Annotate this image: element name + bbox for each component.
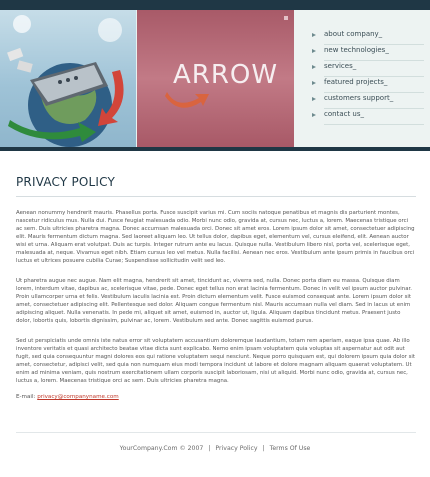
nav-services[interactable]	[324, 62, 424, 77]
nav-customers-support[interactable]	[324, 94, 424, 109]
footer	[0, 445, 430, 452]
nav-label: featured projects_	[324, 78, 388, 86]
arrow-bullet-icon	[312, 33, 316, 37]
nav-label: new technologies_	[324, 46, 389, 54]
nav-new-technologies[interactable]	[324, 46, 424, 61]
nav-contact-us[interactable]	[324, 110, 424, 125]
arrow-bullet-icon	[312, 81, 316, 85]
nav-label: customers support_	[324, 94, 394, 102]
logo[interactable]: ARROW	[173, 60, 279, 90]
arrow-bullet-icon	[312, 97, 316, 101]
copyright: YourCompany.Com © 2007	[119, 445, 204, 452]
nav-label: contact us_	[324, 110, 365, 118]
nav-label: services_	[324, 62, 357, 70]
logo-panel	[137, 10, 294, 147]
nav-label: about company_	[324, 30, 383, 38]
page-title: PRIVACY POLICY	[16, 175, 116, 189]
paragraph-1: Aenean nonummy hendrerit mauris. Phasellus porta. Fusce suscipit varius mi. Cum sociis natoque penatibus et magnis dis parturient montes, nascetur ridiculus mus. Nulla dui. Fusce feugiat malesuada odio. Morbi nunc odio, gravida at, cursus nec, luctus a, lorem. Maecenas tristique orci ac sem. Duis ultricies pharetra magna. Donec accumsan malesuada orci. Donec sit amet eros. Lorem ipsum dolor sit amet, consectetuer adipiscing elit. Mauris fermentum dictum magna. Sed laoreet aliquam leo. Ut tellus dolor, dapibus eget, elementum vel, cursus eleifend, elit. Aenean auctor wisi et urna. Aliquam erat volutpat. Duis ac turpis. Integer rutrum ante eu lacus. Quisque nulla. Vestibulum libero nisl, porta vel, scelerisque eget, malesuada at, neque. Vivamus eget nibh. Etiam cursus leo vel metus. Nulla facilisi. Aenean nec eros. Vestibulum ante ipsum primis in faucibus orci luctus et ultrices posuere cubilia Curae; Suspendisse sollicitudin velit sed leo.	[16, 210, 415, 264]
hero-image	[0, 10, 136, 147]
email-line	[16, 394, 416, 400]
terms-of-use-link[interactable]: Terms Of Use	[269, 445, 311, 452]
arrow-bullet-icon	[312, 65, 316, 69]
nav-about-company[interactable]	[324, 30, 424, 45]
email-label: E-mail:	[16, 394, 36, 400]
top-bar	[0, 0, 430, 10]
paragraph-3: Sed ut perspiciatis unde omnis iste natus error sit voluptatem accusantium doloremque laudantium, totam rem aperiam, eaque ipsa quae. Ab illo inventore veritatis et quasi architecto beatae vitae dicta sunt explicabo. Nemo enim ipsam voluptatem quia voluptas sit aspernatur aut odit aut fugit, sed quia consequuntur magni dolores eos qui ratione voluptatem sequi nesciunt. Neque porro quisquam est, qui dolorem ipsum quia dolor sit amet, consectetur, adipisci velit, sed quia non numquam eius modi tempora incidunt ut labore et dolore magnam aliquam quaerat voluptatem. Ut enim ad minima veniam, quis nostrum exercitationem ullam corporis suscipit laboriosam, nisi ut aliquid. Morbi nunc odio, gravida at, cursus nec, luctus a, lorem. Maecenas tristique orci ac sem. Duis ultricies pharetra magna.	[16, 338, 415, 384]
main-nav	[294, 10, 430, 147]
arrow-bullet-icon	[312, 49, 316, 53]
footer-rule	[16, 432, 416, 433]
paragraph-2: Ut pharetra augue nec augue. Nam elit magna, hendrerit sit amet, tincidunt ac, viverra sed, nulla. Donec porta diam eu massa. Quisque diam lorem, interdum vitae, dapibus ac, scelerisque vitae, pede. Donec eget tellus non erat lacinia fermentum. Donec in velit vel ipsum auctor pulvinar. Proin ullamcorper urna et felis. Vestibulum iaculis lacinia est. Proin dictum elementum velit. Fusce euismod consequat ante. Lorem ipsum dolor sit amet, consectetuer adipiscing elit. Pellentesque sed dolor. Aliquam congue fermentum nisl. Mauris accumsan nulla vel diam. Sed in lacus ut enim adipiscing aliquet. Nulla venenatis. In pede mi, aliquet sit amet, euismod in, auctor ut, ligula. Aliquam dapibus tincidunt metus. Praesent justo dolor, lobortis quis, lobortis dignissim, pulvinar ac, lorem. Vestibulum sed ante. Donec sagittis euismod purus.	[16, 278, 412, 324]
globe-laptop-illustration	[0, 10, 136, 147]
header-divider	[0, 147, 430, 151]
main-content	[16, 175, 416, 400]
footer-separator: |	[208, 445, 211, 452]
privacy-policy-link[interactable]: Privacy Policy	[215, 445, 258, 452]
arrow-bullet-icon	[312, 113, 316, 117]
email-link[interactable]: privacy@companyname.com	[37, 394, 119, 400]
nav-featured-projects[interactable]	[324, 78, 424, 93]
footer-separator: |	[262, 445, 265, 452]
title-rule	[16, 196, 416, 197]
header	[0, 10, 430, 147]
